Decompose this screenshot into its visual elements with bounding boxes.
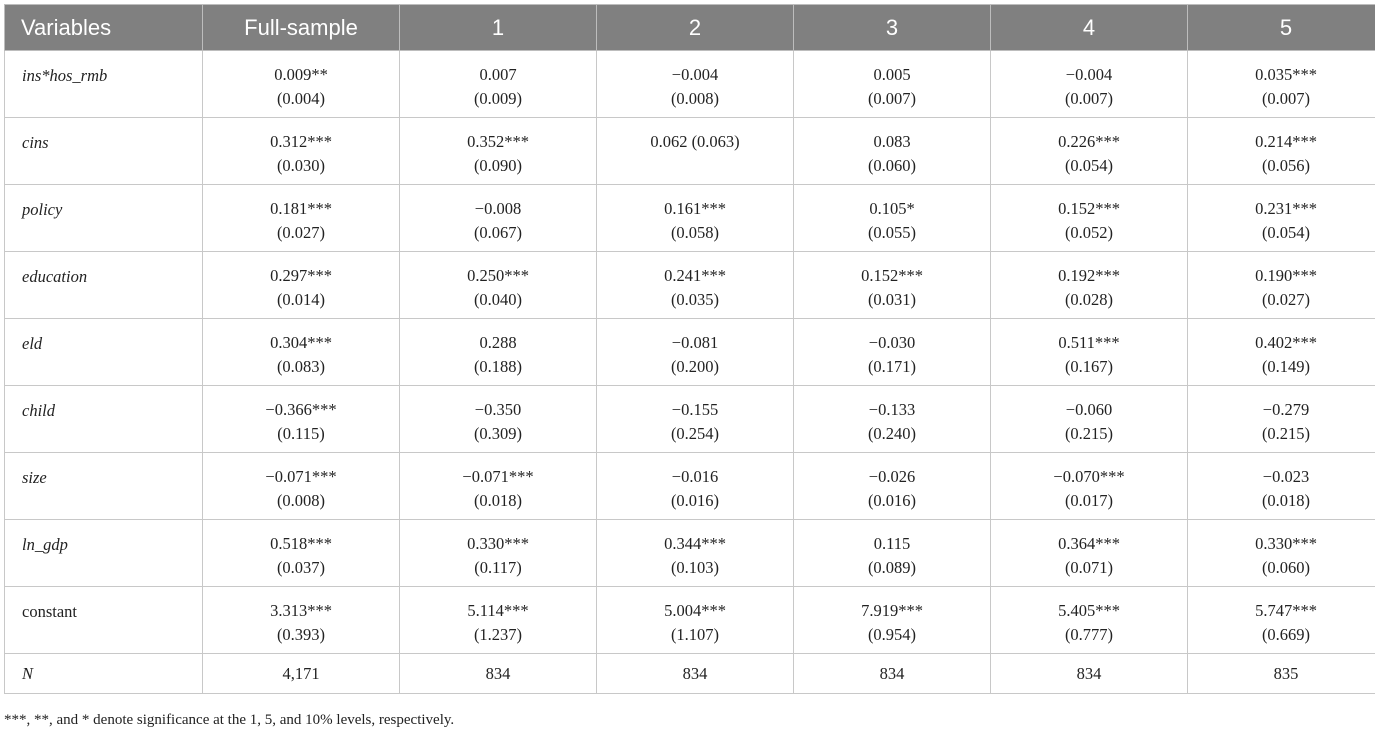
- coefficient: −0.155: [671, 400, 719, 419]
- coefficient: 0.312***: [270, 132, 332, 151]
- table-cell: [203, 587, 400, 654]
- header-variables: Variables: [5, 5, 203, 51]
- coefficient: 0.105*: [869, 199, 915, 218]
- table-cell: [1188, 453, 1375, 520]
- cell-content: [203, 319, 399, 379]
- coefficient: 0.511***: [1058, 333, 1120, 352]
- cell-content: [991, 386, 1187, 446]
- coefficient: −0.070***: [1053, 467, 1125, 486]
- coefficient: 0.330***: [1255, 534, 1317, 553]
- table-cell: [203, 520, 400, 587]
- cell-content: [1188, 520, 1375, 580]
- coefficient: −0.071***: [265, 467, 337, 486]
- cell-content: [203, 386, 399, 446]
- row-variable-label: ins*hos_rmb: [5, 51, 203, 118]
- coefficient: 0.083: [873, 132, 911, 151]
- standard-error: (0.071): [1064, 558, 1114, 577]
- cell-content: [203, 51, 399, 111]
- table-cell: [991, 587, 1188, 654]
- table-cell: [794, 453, 991, 520]
- table-footnote: ***, **, and * denote significance at the 1, 5, and 10% levels, respectively.: [4, 712, 455, 728]
- standard-error: (0.200): [670, 357, 720, 376]
- sample-size-cell: 834: [597, 654, 794, 694]
- header-column-1: Full-sample: [203, 5, 400, 51]
- standard-error: (0.004): [276, 89, 326, 108]
- table-row: [5, 386, 1375, 453]
- header-column-4: 3: [794, 5, 991, 51]
- table-cell: [1188, 51, 1375, 118]
- coefficient: −0.350: [474, 400, 522, 419]
- regression-table-container: [4, 4, 1371, 694]
- standard-error: (0.008): [276, 491, 326, 510]
- cell-content: [1188, 252, 1375, 312]
- table-cell: [794, 319, 991, 386]
- cell-content: [400, 520, 596, 580]
- standard-error: (0.009): [473, 89, 523, 108]
- coefficient: 0.152***: [1058, 199, 1120, 218]
- table-cell: [203, 252, 400, 319]
- row-variable-label: cins: [5, 118, 203, 185]
- table-cell: [203, 386, 400, 453]
- standard-error: (0.035): [670, 290, 720, 309]
- standard-error: (0.031): [867, 290, 917, 309]
- sample-size-cell: 834: [991, 654, 1188, 694]
- standard-error: (0.014): [276, 290, 326, 309]
- standard-error: (0.030): [276, 156, 326, 175]
- table-cell: [203, 453, 400, 520]
- coefficient: −0.004: [1065, 65, 1113, 84]
- table-cell: [597, 520, 794, 587]
- coefficient: 0.009**: [274, 65, 328, 84]
- cell-content: [794, 319, 990, 379]
- standard-error: (0.017): [1064, 491, 1114, 510]
- coefficient: −0.016: [671, 467, 719, 486]
- coefficient: 5.114***: [467, 601, 529, 620]
- table-cell: [203, 118, 400, 185]
- table-cell: [991, 185, 1188, 252]
- table-cell: [203, 185, 400, 252]
- table-cell: [794, 587, 991, 654]
- row-variable-label: eld: [5, 319, 203, 386]
- table-cell: [794, 252, 991, 319]
- standard-error: (0.016): [867, 491, 917, 510]
- table-row: [5, 118, 1375, 185]
- standard-error: (0.060): [1261, 558, 1311, 577]
- coefficient: 0.192***: [1058, 266, 1120, 285]
- cell-content: [794, 386, 990, 446]
- coefficient: −0.060: [1065, 400, 1113, 419]
- row-variable-label: size: [5, 453, 203, 520]
- cell-content: [991, 118, 1187, 178]
- cell-content: [400, 252, 596, 312]
- table-cell: [597, 453, 794, 520]
- cell-content: [597, 587, 793, 647]
- table-cell: [400, 252, 597, 319]
- cell-content: [1188, 319, 1375, 379]
- cell-content: [597, 520, 793, 580]
- table-row: [5, 252, 1375, 319]
- cell-content: [794, 520, 990, 580]
- cell-content: [597, 252, 793, 312]
- coefficient: 5.004***: [664, 601, 726, 620]
- standard-error: (0.016): [670, 491, 720, 510]
- header-column-6: 5: [1188, 5, 1375, 51]
- table-cell: [991, 51, 1188, 118]
- regression-table: [4, 4, 1375, 694]
- cell-content: [400, 453, 596, 513]
- header-column-5: 4: [991, 5, 1188, 51]
- coefficient: −0.366***: [265, 400, 337, 419]
- standard-error: (0.060): [867, 156, 917, 175]
- standard-error: (0.054): [1261, 223, 1311, 242]
- standard-error: (0.777): [1064, 625, 1114, 644]
- standard-error: (0.115): [277, 424, 325, 443]
- coefficient: −0.008: [474, 199, 522, 218]
- standard-error: (0.018): [473, 491, 523, 510]
- coefficient: 0.250***: [467, 266, 529, 285]
- coefficient: 0.161***: [664, 199, 726, 218]
- cell-content: [991, 453, 1187, 513]
- table-cell: [1188, 185, 1375, 252]
- standard-error: (0.669): [1261, 625, 1311, 644]
- cell-content: [1188, 185, 1375, 245]
- cell-content: [1188, 386, 1375, 446]
- table-cell: [400, 587, 597, 654]
- coefficient: 0.005: [873, 65, 911, 84]
- cell-content: [203, 453, 399, 513]
- coefficient: 0.304***: [270, 333, 332, 352]
- cell-content: [203, 520, 399, 580]
- table-row-n: [5, 654, 1375, 694]
- table-cell: [400, 453, 597, 520]
- cell-content: [794, 185, 990, 245]
- header-column-3: 2: [597, 5, 794, 51]
- cell-content: [400, 185, 596, 245]
- coefficient: 0.007: [479, 65, 517, 84]
- table-cell: [597, 51, 794, 118]
- row-variable-label: constant: [5, 587, 203, 654]
- coefficient: −0.026: [868, 467, 916, 486]
- standard-error: (0.027): [276, 223, 326, 242]
- standard-error: (0.007): [1261, 89, 1311, 108]
- table-cell: [1188, 252, 1375, 319]
- standard-error: (0.215): [1064, 424, 1114, 443]
- standard-error: (0.309): [473, 424, 523, 443]
- table-cell: [1188, 386, 1375, 453]
- cell-content: [597, 319, 793, 379]
- cell-content: [203, 252, 399, 312]
- row-variable-label: education: [5, 252, 203, 319]
- header-row: [5, 5, 1375, 51]
- table-cell: [794, 520, 991, 587]
- cell-content: [1188, 587, 1375, 647]
- table-cell: [991, 252, 1188, 319]
- standard-error: (0.167): [1064, 357, 1114, 376]
- standard-error: (0.052): [1064, 223, 1114, 242]
- coefficient: 0.402***: [1255, 333, 1317, 352]
- sample-size-cell: 834: [794, 654, 991, 694]
- coefficient: 0.190***: [1255, 266, 1317, 285]
- standard-error: (0.083): [276, 357, 326, 376]
- standard-error: (0.103): [670, 558, 720, 577]
- coefficient: 7.919***: [861, 601, 923, 620]
- coefficient: 0.181***: [270, 199, 332, 218]
- row-variable-label: policy: [5, 185, 203, 252]
- cell-content: [794, 118, 990, 178]
- coefficient: −0.030: [868, 333, 916, 352]
- cell-content: [794, 252, 990, 312]
- coefficient: 0.214***: [1255, 132, 1317, 151]
- coefficient: −0.279: [1262, 400, 1310, 419]
- table-cell: [400, 520, 597, 587]
- header-column-2: 1: [400, 5, 597, 51]
- sample-size-cell: 834: [400, 654, 597, 694]
- table-cell: [1188, 520, 1375, 587]
- sample-size-cell: 835: [1188, 654, 1375, 694]
- standard-error: (1.237): [473, 625, 523, 644]
- standard-error: (0.171): [867, 357, 917, 376]
- table-cell: [597, 118, 794, 185]
- standard-error: (0.056): [1261, 156, 1311, 175]
- cell-content: [1188, 51, 1375, 111]
- table-row: [5, 453, 1375, 520]
- coefficient: 0.226***: [1058, 132, 1120, 151]
- standard-error: (0.254): [670, 424, 720, 443]
- coefficient: 0.297***: [270, 266, 332, 285]
- coefficient: 5.747***: [1255, 601, 1317, 620]
- coefficient: −0.133: [868, 400, 916, 419]
- cell-content: [794, 51, 990, 111]
- coefficient: 0.062 (0.063): [650, 132, 740, 151]
- standard-error: (1.107): [670, 625, 720, 644]
- table-cell: [597, 587, 794, 654]
- coefficient: 0.330***: [467, 534, 529, 553]
- cell-content: [400, 118, 596, 178]
- table-cell: [991, 319, 1188, 386]
- table-cell: [1188, 118, 1375, 185]
- cell-content: [400, 587, 596, 647]
- coefficient: −0.081: [671, 333, 719, 352]
- table-row: [5, 587, 1375, 654]
- table-cell: [1188, 587, 1375, 654]
- cell-content: [203, 185, 399, 245]
- table-cell: [400, 319, 597, 386]
- table-cell: [597, 386, 794, 453]
- sample-size-cell: 4,171: [203, 654, 400, 694]
- cell-content: [597, 386, 793, 446]
- standard-error: (0.058): [670, 223, 720, 242]
- table-cell: [203, 319, 400, 386]
- coefficient: 0.152***: [861, 266, 923, 285]
- table-cell: [794, 185, 991, 252]
- table-cell: [597, 185, 794, 252]
- standard-error: (0.117): [474, 558, 522, 577]
- cell-content: [400, 319, 596, 379]
- coefficient: −0.004: [671, 65, 719, 84]
- standard-error: (0.040): [473, 290, 523, 309]
- row-variable-label: N: [5, 654, 203, 694]
- table-cell: [991, 520, 1188, 587]
- cell-content: [597, 453, 793, 513]
- table-cell: [1188, 319, 1375, 386]
- cell-content: [991, 520, 1187, 580]
- coefficient: 0.288: [479, 333, 517, 352]
- coefficient: 0.241***: [664, 266, 726, 285]
- cell-content: [597, 118, 793, 154]
- cell-content: [597, 185, 793, 245]
- table-cell: [991, 453, 1188, 520]
- cell-content: [991, 587, 1187, 647]
- row-variable-label: child: [5, 386, 203, 453]
- standard-error: (0.055): [867, 223, 917, 242]
- table-cell: [794, 51, 991, 118]
- table-cell: [400, 185, 597, 252]
- cell-content: [991, 319, 1187, 379]
- standard-error: (0.954): [867, 625, 917, 644]
- table-cell: [203, 51, 400, 118]
- standard-error: (0.018): [1261, 491, 1311, 510]
- coefficient: 0.344***: [664, 534, 726, 553]
- table-cell: [400, 386, 597, 453]
- cell-content: [794, 587, 990, 647]
- coefficient: 5.405***: [1058, 601, 1120, 620]
- coefficient: 0.518***: [270, 534, 332, 553]
- standard-error: (0.007): [1064, 89, 1114, 108]
- standard-error: (0.215): [1261, 424, 1311, 443]
- coefficient: −0.023: [1262, 467, 1310, 486]
- standard-error: (0.089): [867, 558, 917, 577]
- cell-content: [203, 587, 399, 647]
- table-row: [5, 520, 1375, 587]
- standard-error: (0.028): [1064, 290, 1114, 309]
- coefficient: 0.115: [873, 534, 911, 553]
- table-cell: [794, 118, 991, 185]
- cell-content: [1188, 118, 1375, 178]
- coefficient: 0.231***: [1255, 199, 1317, 218]
- table-cell: [991, 118, 1188, 185]
- standard-error: (0.188): [473, 357, 523, 376]
- coefficient: 3.313***: [270, 601, 332, 620]
- cell-content: [991, 51, 1187, 111]
- table-cell: [794, 386, 991, 453]
- coefficient: 0.035***: [1255, 65, 1317, 84]
- coefficient: 0.352***: [467, 132, 529, 151]
- table-cell: [400, 51, 597, 118]
- standard-error: (0.090): [473, 156, 523, 175]
- table-cell: [597, 319, 794, 386]
- table-cell: [597, 252, 794, 319]
- cell-content: [400, 386, 596, 446]
- row-variable-label: ln_gdp: [5, 520, 203, 587]
- standard-error: (0.027): [1261, 290, 1311, 309]
- coefficient: −0.071***: [462, 467, 534, 486]
- cell-content: [400, 51, 596, 111]
- standard-error: (0.008): [670, 89, 720, 108]
- standard-error: (0.240): [867, 424, 917, 443]
- standard-error: (0.037): [276, 558, 326, 577]
- cell-content: [794, 453, 990, 513]
- table-row: [5, 51, 1375, 118]
- cell-content: [597, 51, 793, 111]
- standard-error: (0.067): [473, 223, 523, 242]
- standard-error: (0.149): [1261, 357, 1311, 376]
- standard-error: (0.054): [1064, 156, 1114, 175]
- table-cell: [991, 386, 1188, 453]
- table-body: [5, 51, 1375, 694]
- cell-content: [991, 252, 1187, 312]
- table-header: [5, 5, 1375, 51]
- cell-content: [1188, 453, 1375, 513]
- cell-content: [203, 118, 399, 178]
- table-cell: [400, 118, 597, 185]
- standard-error: (0.007): [867, 89, 917, 108]
- standard-error: (0.393): [276, 625, 326, 644]
- table-row: [5, 319, 1375, 386]
- coefficient: 0.364***: [1058, 534, 1120, 553]
- cell-content: [991, 185, 1187, 245]
- table-row: [5, 185, 1375, 252]
